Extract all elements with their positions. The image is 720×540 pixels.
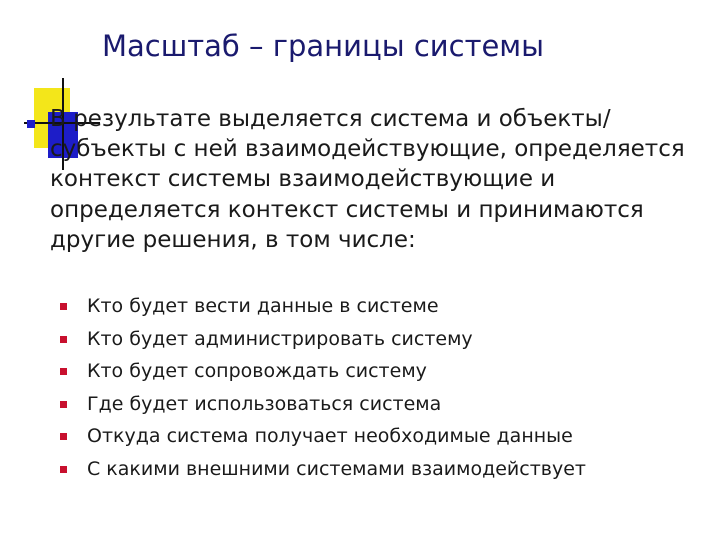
- list-item-text: Кто будет сопровождать систему: [87, 360, 427, 383]
- square-bullet-icon: [60, 303, 67, 310]
- square-bullet-icon: [27, 120, 35, 128]
- list-item-text: Кто будет администрировать систему: [87, 327, 473, 350]
- slide-title: Масштаб – границы системы: [102, 29, 545, 63]
- list-item: [60, 453, 586, 486]
- square-bullet-icon: [60, 401, 67, 408]
- list-item-text: С какими внешними системами взаимодействует: [87, 457, 586, 480]
- square-bullet-icon: [60, 368, 67, 375]
- list-item-text: Где будет использоваться система: [87, 392, 442, 415]
- square-bullet-icon: [60, 466, 67, 473]
- list-item: [60, 355, 586, 388]
- list-item-text: Откуда система получает необходимые данные: [87, 425, 573, 448]
- main-paragraph: [50, 104, 690, 255]
- square-bullet-icon: [60, 433, 67, 440]
- list-item: [60, 420, 586, 453]
- list-item: [60, 323, 586, 356]
- square-bullet-icon: [60, 336, 67, 343]
- sub-bullet-list: [60, 290, 586, 486]
- main-paragraph-text: В результате выделяется система и объекты/субъекты с ней взаимодействующие, определяется контекст системы взаимодействующие и определяется контекст системы и принимаются другие решения, в том числе:: [50, 106, 685, 253]
- list-item: [60, 290, 586, 323]
- list-item: [60, 388, 586, 421]
- list-item-text: Кто будет вести данные в системе: [87, 295, 439, 317]
